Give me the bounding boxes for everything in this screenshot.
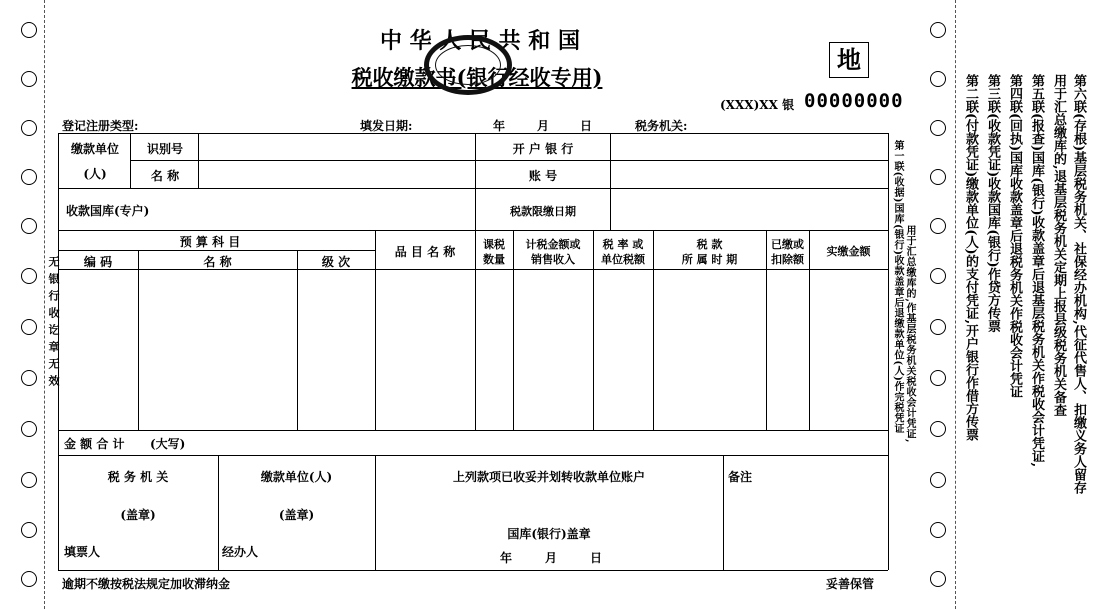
copy-note-4: 第四联(回执)国库收款盖章后退税务机关作税收会计凭证	[1007, 74, 1022, 399]
fill-date-label: 填发日期:	[360, 119, 413, 133]
rate-header-2: 单位税额	[601, 253, 645, 266]
copy-note-3: 第三联(收款凭证)收款国库(银行)作贷方传票	[985, 74, 1000, 333]
tax-office-label: 税务机关:	[635, 119, 688, 133]
code-header: 编 码	[83, 255, 113, 269]
total-uppercase-label: (大写)	[150, 437, 186, 451]
title-line2: 税收缴款书(银行经收专用)	[351, 65, 603, 90]
copy-note-2: 第二联(付款凭证)缴款单位(人)的支付凭证,开户银行作借方传票	[963, 74, 978, 442]
treasury-label: 收款国库(专户)	[66, 204, 150, 218]
perforation-left	[44, 0, 45, 609]
taxable-qty-header-2: 数量	[483, 253, 505, 266]
footer-late-fee-note: 逾期不缴按税法规定加收滞纳金	[62, 577, 231, 591]
deducted-header-1: 已缴或	[771, 238, 804, 251]
official-seal	[424, 35, 512, 95]
title-line1: 中 华 人 民 共 和 国	[380, 28, 580, 54]
sign-year: 年	[500, 551, 513, 565]
first-copy-note: 第一联(收据)国库(银行)收款盖章后退缴款单位(人)作完税凭证	[892, 140, 903, 434]
copy-note-6: 第六联(存根)基层税务机关、社保经办机构,代征代售人、扣缴义务人留存	[1071, 74, 1086, 494]
period-header-1: 税 款	[696, 238, 723, 251]
copy-note-5: 第五联(报查)国库(银行)收款盖章后退基层税务机关作税收会计凭证,	[1029, 74, 1044, 468]
handler-label: 经办人	[222, 545, 259, 559]
remarks-label: 备注	[728, 470, 753, 484]
sign-tax-office: 税 务 机 关	[107, 470, 169, 484]
name-header: 名 称	[203, 255, 232, 269]
perforation-right	[955, 0, 956, 609]
fill-date-month: 月	[537, 119, 550, 133]
treasury-seal-label: 国库(银行)盖章	[507, 527, 591, 541]
left-margin-note: 无银行收讫章无效	[47, 256, 60, 392]
sales-header-2: 销售收入	[531, 253, 575, 266]
period-header-2: 所 属 时 期	[681, 253, 738, 266]
footer-keep-safe: 妥善保管	[826, 577, 875, 591]
serial-number: 00000000	[804, 90, 904, 112]
actual-amount-header: 实缴金额	[826, 245, 871, 258]
sign-payer-unit: 缴款单位(人)	[260, 470, 333, 484]
sign-day: 日	[590, 551, 603, 565]
sign-seal-1: (盖章)	[120, 508, 156, 522]
total-label: 金 额 合 计	[64, 437, 125, 451]
sales-header-1: 计税金额或	[525, 238, 581, 251]
deducted-header-2: 扣除额	[771, 253, 804, 266]
sign-month: 月	[545, 551, 558, 565]
payer-id-label: 识别号	[146, 142, 183, 156]
payer-name-label: 名 称	[150, 169, 180, 183]
fill-date-day: 日	[580, 119, 593, 133]
registration-type-label: 登记注册类型:	[62, 119, 139, 133]
filled-by-label: 填票人	[64, 545, 101, 559]
payer-person-label: (人)	[83, 167, 107, 181]
item-name-header: 品 目 名 称	[394, 245, 456, 259]
serial-prefix: (XXX)XX 银	[720, 98, 795, 112]
level-header: 级 次	[321, 255, 351, 269]
received-text: 上列款项已收妥并划转收款单位账户	[452, 470, 645, 484]
budget-subject-header: 预 算 科 目	[179, 235, 241, 249]
region-tag: 地	[829, 42, 869, 78]
payer-unit-label: 缴款单位	[70, 142, 119, 156]
first-copy-usage: 用于汇总缴库的,作基层税务机关税收会计凭证,	[904, 225, 915, 443]
sign-seal-2: (盖章)	[278, 508, 315, 522]
deadline-label: 税款限缴日期	[510, 205, 576, 218]
bank-label: 开 户 银 行	[512, 142, 574, 156]
taxable-qty-header-1: 课税	[483, 238, 505, 251]
copy-note-6-usage: 用于汇总缴库的,退基层税务机关定期上报县级税务机关备查	[1051, 74, 1066, 417]
account-label: 账 号	[528, 169, 558, 183]
rate-header-1: 税 率 或	[602, 238, 644, 251]
fill-date-year: 年	[493, 119, 506, 133]
